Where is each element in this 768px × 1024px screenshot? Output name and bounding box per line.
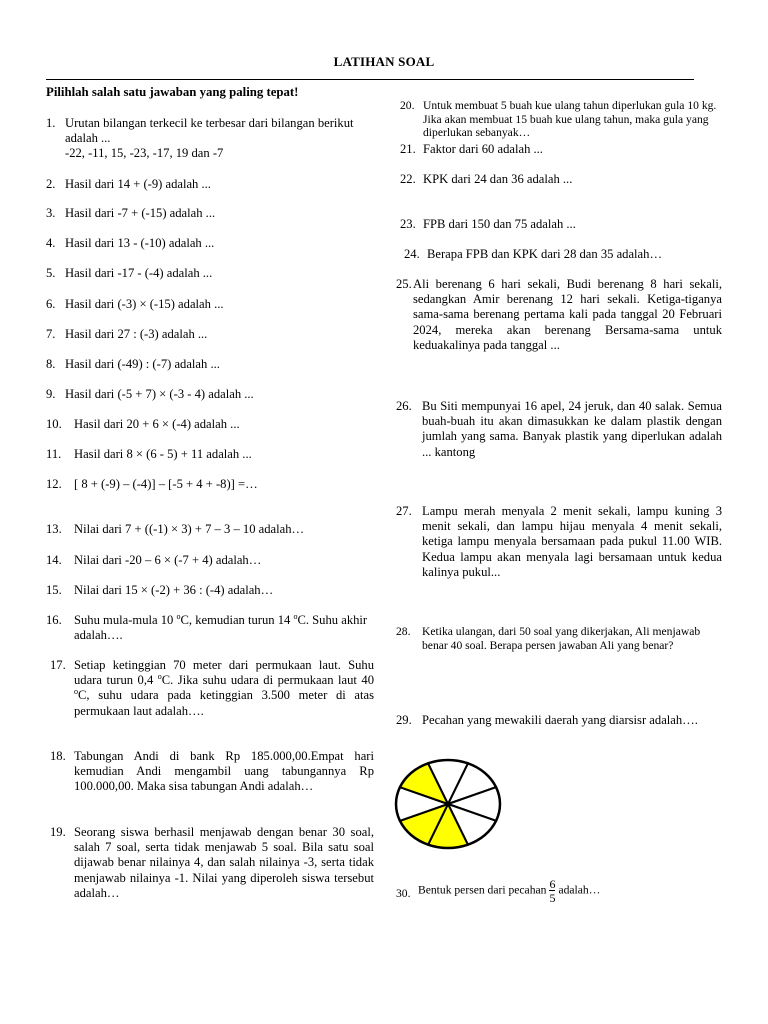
question-text: Berapa FPB dan KPK dari 28 dan 35 adalah… <box>427 247 663 261</box>
question-number: 22. <box>400 172 416 186</box>
question-6 <box>46 297 224 312</box>
question-number: 29. <box>396 713 412 727</box>
question-number: 30. <box>396 887 411 900</box>
question-11 <box>46 447 252 462</box>
title-divider <box>46 79 694 80</box>
question-number: 2. <box>46 177 56 191</box>
question-text: Suhu mula-mula 10 $^o$C, kemudian turun 14 $^o$C. Suhu akhir adalah…. <box>74 611 368 643</box>
question-text: Bentuk persen dari pecahan $\frac{6}{5}$ adalah… <box>418 877 601 905</box>
question-number: 19. <box>50 825 66 839</box>
question-text: Nilai dari 15 × (-2) + 36 : (-4) adalah… <box>74 583 274 597</box>
question-text: Hasil dari (-49) : (-7) adalah ... <box>65 357 220 371</box>
question-text: KPK dari 24 dan 36 adalah ... <box>423 172 573 186</box>
question-text: Hasil dari 13 - (-10) adalah ... <box>65 236 215 250</box>
question-number: 28. <box>396 625 411 638</box>
question-number: 21. <box>400 142 416 156</box>
question-text: Urutan bilangan terkecil ke terbesar dari bilangan berikut adalah ... <box>65 116 354 146</box>
question-number: 9. <box>46 387 56 401</box>
question-number: 17. <box>50 658 66 672</box>
question-text: Hasil dari 27 : (-3) adalah ... <box>65 327 208 341</box>
question-text: Hasil dari -17 - (-4) adalah ... <box>65 266 213 280</box>
question-27 <box>396 504 722 580</box>
question-text: Pecahan yang mewakili daerah yang diarsisr adalah…. <box>422 713 698 727</box>
question-number: 8. <box>46 357 56 371</box>
question-23 <box>400 217 576 232</box>
instruction-text: Pilihlah salah satu jawaban yang paling tepat! <box>46 85 299 99</box>
question-text: Nilai dari -20 – 6 × (-7 + 4) adalah… <box>74 553 262 567</box>
question-8 <box>46 357 220 372</box>
question-2 <box>46 177 211 192</box>
question-16 <box>46 613 376 643</box>
question-21 <box>400 142 543 157</box>
question-text: Hasil dari 20 + 6 × (-4) adalah ... <box>74 417 240 431</box>
question-text: Ketika ulangan, dari 50 soal yang dikerjakan, Ali menjawab benar 40 soal. Berapa persen jawaban Ali yang benar? <box>422 625 701 652</box>
question-number: 4. <box>46 236 56 250</box>
question-9 <box>46 387 254 402</box>
question-22 <box>400 172 572 187</box>
question-text: Untuk membuat 5 buah kue ulang tahun diperlukan gula 10 kg. Jika akan membuat 15 buah kue ulang tahun, maka gula yang diperlukan sebanyak… <box>423 99 717 140</box>
question-number: 3. <box>46 206 56 220</box>
question-text: Hasil dari -7 + (-15) adalah ... <box>65 206 216 220</box>
page-title: LATIHAN SOAL <box>333 54 435 69</box>
question-text: [ 8 + (-9) – (-4)] – [-5 + 4 + -8)] =… <box>74 477 258 491</box>
question-28 <box>396 625 722 652</box>
question-number: 1. <box>46 116 56 130</box>
question-13 <box>46 522 304 537</box>
question-number: 15. <box>46 583 62 597</box>
question-text: Bu Siti mempunyai 16 apel, 24 jeruk, dan 40 salak. Semua buah-buah itu akan dimasukkan ke dalam plastik dengan jumlah yang sama. Banyak plastik yang diperlukan adalah ... kantong <box>422 399 722 459</box>
question-number: 6. <box>46 297 56 311</box>
question-text: Lampu merah menyala 2 menit sekali, lampu kuning 3 menit sekali, dan lampu hijau menyala 4 menit sekali, ketiga lampu menyala bersamaan pada pukul 11.00 WIB. Kedua lampu akan menyala lagi bersamaan untuk kedua kalinya pukul... <box>422 504 722 579</box>
question-text: Hasil dari (-3) × (-15) adalah ... <box>65 297 224 311</box>
question-1 <box>46 116 376 162</box>
question-number: 10. <box>46 417 62 431</box>
question-4 <box>46 236 214 251</box>
question-12 <box>46 477 258 492</box>
question-number: 27. <box>396 504 412 518</box>
question-number: 25. <box>396 277 412 291</box>
question-24 <box>404 247 662 262</box>
question-text: Ali berenang 6 hari sekali, Budi berenang 8 hari sekali, sedangkan Amir berenang 12 hari sekali. Ketiga-tiganya sama-sama berenang pertama kali pada tanggal 20 Februari 2024, mereka akan berenang Bersama-sama untuk keduakalinya pada tanggal ... <box>413 277 722 352</box>
question-17 <box>50 658 374 719</box>
question-text: Setiap ketinggian 70 meter dari permukaan laut. Suhu udara turun 0,4 $^o$C. Jika suhu udara di permukaan laut 40 $^o$C, suhu udara pada ketinggian 3.500 meter di atas permukaan laut adalah…. <box>74 658 374 718</box>
question-26 <box>396 399 722 460</box>
question-7 <box>46 327 207 342</box>
question-number: 26. <box>396 399 412 413</box>
question-number: 16. <box>46 613 62 627</box>
question-number: 18. <box>50 749 66 763</box>
question-25 <box>396 277 722 353</box>
question-10 <box>46 417 240 432</box>
question-number: 13. <box>46 522 62 536</box>
question-sequence: -22, -11, 15, -23, -17, 19 dan -7 <box>65 146 224 161</box>
question-14 <box>46 553 261 568</box>
question-15 <box>46 583 273 598</box>
question-20 <box>400 99 722 140</box>
question-number: 7. <box>46 327 56 341</box>
question-number: 12. <box>46 477 62 491</box>
question-number: 11. <box>46 447 62 461</box>
fraction <box>549 878 555 904</box>
question-19 <box>50 825 374 901</box>
fraction-numerator: 6 <box>549 877 556 891</box>
question-text: FPB dari 150 dan 75 adalah ... <box>423 217 576 231</box>
question-text: Seorang siswa berhasil menjawab dengan benar 30 soal, salah 7 soal, serta tidak menjawab 5 soal. Bila satu soal dijawab benar nilainya 4, dan salah nilainya -3, serta tidak menjawab nilainya -1. Nilai yang diperoleh siswa tersebut adalah… <box>74 825 374 900</box>
question-number: 23. <box>400 217 416 231</box>
shaded-fraction-circle <box>394 758 504 850</box>
question-text: Hasil dari 14 + (-9) adalah ... <box>65 177 211 191</box>
question-18 <box>50 749 374 795</box>
question-text: Faktor dari 60 adalah ... <box>423 142 543 156</box>
question-number: 5. <box>46 266 56 280</box>
question-text: Hasil dari 8 × (6 - 5) + 11 adalah ... <box>74 447 252 461</box>
question-30 <box>396 878 722 904</box>
question-text: Tabungan Andi di bank Rp 185.000,00.Empat hari kemudian Andi mengambil uang tabungannya Rp 100.000,00. Maka sisa tabungan Andi adalah… <box>74 749 374 794</box>
fraction-denominator: 5 <box>549 891 556 905</box>
question-text: Nilai dari 7 + ((-1) × 3) + 7 – 3 – 10 adalah… <box>74 522 305 536</box>
question-number: 24. <box>404 247 420 261</box>
question-number: 20. <box>400 99 415 112</box>
question-number: 14. <box>46 553 62 567</box>
question-5 <box>46 266 212 281</box>
question-3 <box>46 206 215 221</box>
question-29 <box>396 713 722 728</box>
question-text: Hasil dari (-5 + 7) × (-3 - 4) adalah ... <box>65 387 254 401</box>
